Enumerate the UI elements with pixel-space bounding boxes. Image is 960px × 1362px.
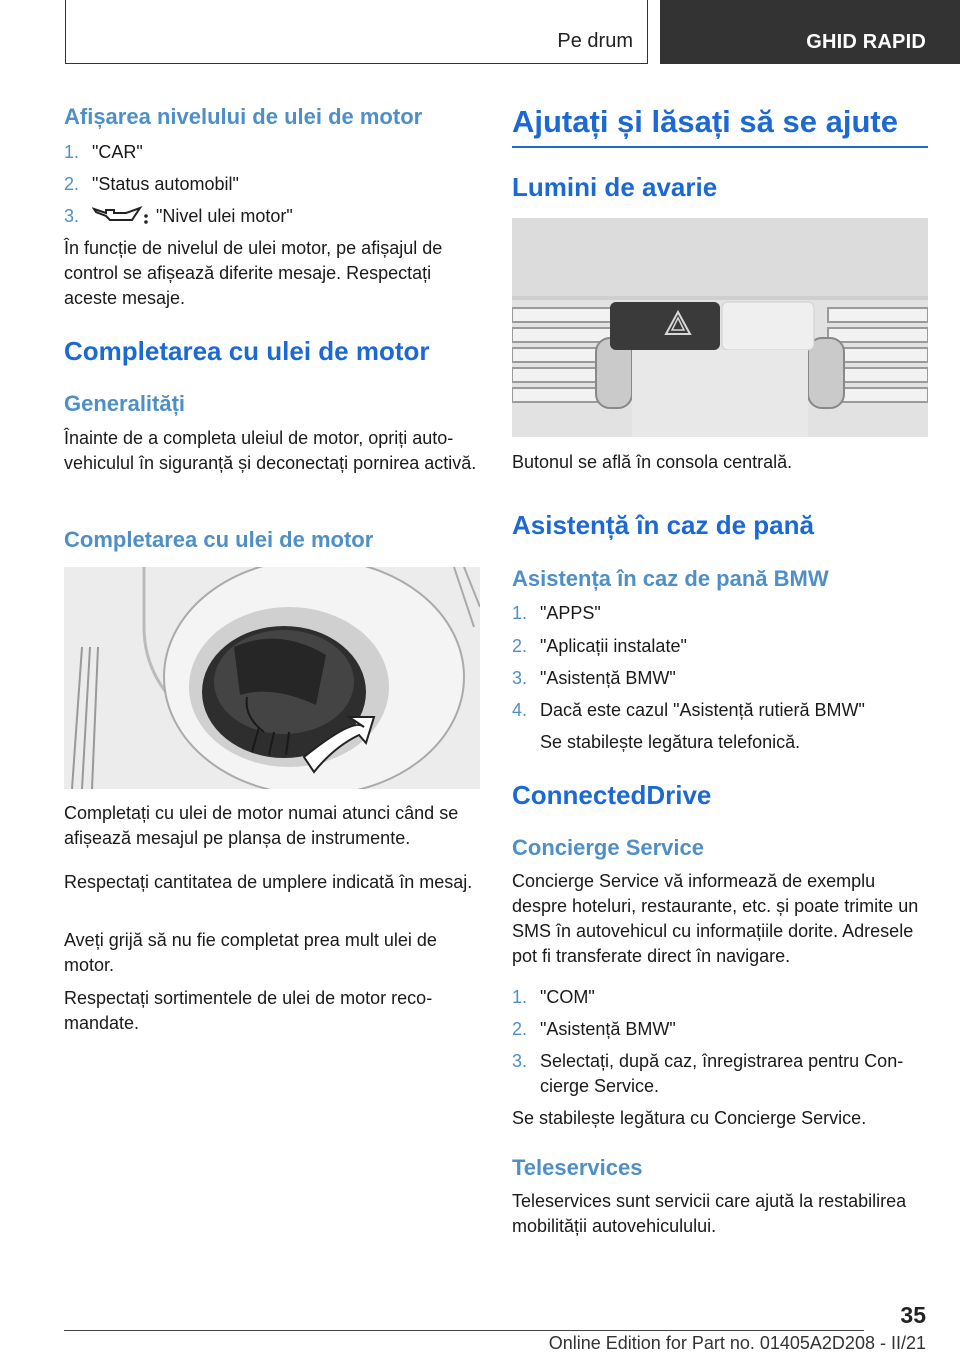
general-paragraph: Înainte de a completa uleiul de motor, opriți autovehiculul în siguranță și deconectați pornirea activă. — [64, 428, 477, 473]
step-number: 1. — [512, 603, 528, 623]
quick-guide-label: GHID RAPID — [806, 31, 926, 53]
oil-can-icon-wrap — [92, 204, 150, 230]
connecteddrive-heading: ConnectedDrive — [512, 780, 712, 810]
step-number: 2. — [64, 174, 80, 194]
step-text: "COM" — [540, 987, 595, 1007]
teleservices-paragraph: Teleservices sunt servicii care ajută la restabilirea mobilității autovehiculului. — [512, 1191, 907, 1236]
refill-sub-heading: Completarea cu ulei de motor — [64, 527, 374, 552]
breakdown-result: Se stabilește legătura telefonică. — [540, 732, 801, 752]
refill-paragraph-2: Respectați cantitatea de umplere indicată în mesaj. — [64, 872, 473, 892]
step-number: 1. — [512, 987, 528, 1007]
refill-paragraph-3: Aveți grijă să nu fie completat prea mult ulei de motor. — [64, 930, 437, 975]
oil-filler-illustration — [64, 567, 480, 789]
concierge-heading: Concierge Service — [512, 835, 704, 860]
header-section-box — [65, 0, 648, 64]
footer-rule — [64, 1330, 864, 1331]
breakdown-sub-heading: Asistența în caz de pană BMW — [512, 566, 829, 591]
step-text: "APPS" — [540, 603, 601, 623]
concierge-paragraph: Concierge Service vă informează de exemplu despre hoteluri, restaurante, etc. și poate trimite un SMS în autovehicul cu informațiile dorite. Adresele pot fi transferate direct în navigare. — [512, 871, 919, 966]
oil-can-icon — [92, 204, 150, 228]
quick-guide-tab — [660, 0, 960, 64]
concierge-result: Se stabilește legătura cu Concierge Service. — [512, 1108, 867, 1128]
step-number: 2. — [512, 636, 528, 656]
step-text: Dacă este cazul "Asistență rutieră BMW" — [540, 700, 865, 720]
step-number: 4. — [512, 700, 528, 720]
oil-filler-image — [64, 567, 480, 789]
hazard-caption: Butonul se află în consola centrală. — [512, 452, 793, 472]
step-text: Selectați, după caz, înregistrarea pentru Concierge Service. — [540, 1051, 904, 1096]
edition-text: Online Edition for Part no. 01405A2D208 - II/21 — [548, 1333, 926, 1353]
hazard-button-image — [512, 218, 928, 437]
step-text: "Nivel ulei motor" — [156, 206, 293, 226]
refill-heading: Completarea cu ulei de motor — [64, 336, 430, 366]
step-text: "Asistență BMW" — [540, 1019, 676, 1039]
oil-level-heading: Afișarea nivelului de ulei de motor — [64, 104, 423, 129]
step-text: "Asistență BMW" — [540, 668, 676, 688]
oil-level-paragraph: În funcție de nivelul de ulei motor, pe afișajul de control se afișează diferite mesaje. Respectați aceste mesaje. — [64, 238, 443, 308]
refill-paragraph-1: Completați cu ulei de motor numai atunci când se afișează mesajul pe planșa de instrumente. — [64, 803, 459, 848]
hazard-heading: Lumini de avarie — [512, 172, 718, 202]
step-number: 1. — [64, 142, 80, 162]
hazard-button-illustration — [512, 218, 928, 437]
general-heading: Generalități — [64, 391, 186, 416]
page-number: 35 — [900, 1302, 926, 1328]
section-title: Pe drum — [557, 30, 633, 52]
breakdown-heading: Asistență în caz de pană — [512, 510, 814, 540]
step-text: "Status automobil" — [92, 174, 239, 194]
main-title: Ajutați și lăsați să se ajute — [512, 104, 898, 139]
refill-paragraph-4: Respectați sortimentele de ulei de motor recomandate. — [64, 988, 433, 1033]
step-text: "Aplicații instalate" — [540, 636, 687, 656]
step-number: 3. — [512, 1051, 528, 1071]
step-number: 2. — [512, 1019, 528, 1039]
title-rule — [512, 146, 928, 148]
step-text: "CAR" — [92, 142, 143, 162]
teleservices-heading: Teleservices — [512, 1155, 643, 1180]
step-number: 3. — [64, 206, 80, 226]
step-number: 3. — [512, 668, 528, 688]
